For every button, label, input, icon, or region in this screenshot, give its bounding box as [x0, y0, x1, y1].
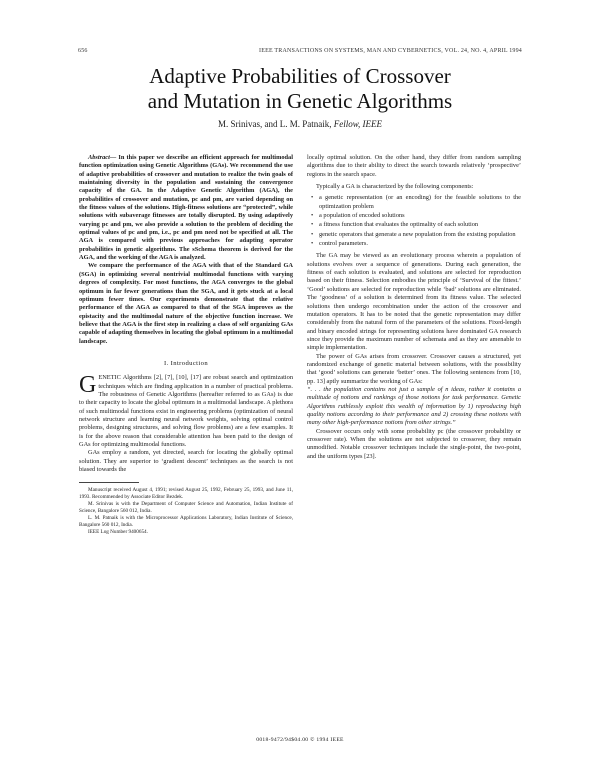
- page-number: 656: [78, 48, 88, 54]
- right-paragraph-2: Typically a GA is characterized by the following components:: [316, 183, 474, 191]
- author-line: [0, 118, 600, 130]
- list-item: • genetic operators that generate a new population from the existing population: [311, 230, 516, 238]
- right-paragraph-4: The power of GAs arises from crossover. Crossover causes a structured, yet randomized exchange of genetic material between solutions, with the possibility that ‘good’ solutions can generate ‘better’ ones. The following sentences from [10, pp. 13] aptly summarize the working of GAs:: [307, 352, 521, 385]
- quotation: “. . . the population contains not just a sample of n ideas, rather it contains a multitude of notions and rankings of those notions for task performance. Genetic Algorithms ruthlessly exploit this wealth of information by 1) reproducing high quality notions according to their performance and 2) crossing these notions with many other high-performance notions from other strings.”: [307, 385, 521, 427]
- abstract: [79, 154, 293, 346]
- author-fellow: Fellow, IEEE: [333, 119, 383, 129]
- footnote-divider: [79, 482, 139, 483]
- running-head: [78, 46, 522, 56]
- paper-title: [0, 64, 600, 114]
- intro-text-1: ENETIC Algorithms [2], [7], [10], [17] are robust search and optimization techniques which are finding application in a number of practical problems. The robustness of Genetic Algorithms (hereafter referred to as GAs) is due to their capacity to locate the global optimum in a multimodal landscape. A plethora of such multimodal functions exist in engineering problems (optimization of neural network structure and learning neural network weights, solving optimal control problems, designing structures, and solving flow problems) are a few examples. It is for the above reason that considerable attention has been paid to the design of GAs for optimizing multimodal functions.: [79, 374, 293, 448]
- intro-paragraph-2: GAs employ a random, yet directed, search for locating the globally optimal solution. They are superior to ‘gradient descent’ techniques as the search is not biased towards the: [79, 449, 293, 474]
- list-item: • control parameters.: [311, 240, 368, 248]
- list-item: • a population of encoded solutions: [311, 212, 405, 220]
- author-names: M. Srinivas, and L. M. Patnaik,: [217, 119, 332, 129]
- journal-header: IEEE TRANSACTIONS ON SYSTEMS, MAN AND CYBERNETICS, VOL. 24, NO. 4, APRIL 1994: [259, 48, 522, 54]
- right-paragraph-5: Crossover occurs only with some probability pc (the crossover probability or crossover rate). When the solutions are not subjected to crossover, they remain unmodified. Notable crossover techniques include the single-point, the two-point, and the uniform types [23].: [307, 427, 521, 460]
- copyright-identifier: 0018-9472/94$04.00 © 1994 IEEE: [256, 737, 344, 743]
- right-paragraph-1: locally optimal solution. On the other hand, they differ from random sampling algorithms due to their ability to direct the search towards relatively ‘prospective’ regions in the search space.: [307, 154, 521, 178]
- component-list: [307, 194, 521, 248]
- intro-paragraph-1: [79, 374, 293, 449]
- title-line-1: Adaptive Probabilities of Crossover: [149, 64, 451, 88]
- footnote-author-1: M. Srinivas is with the Department of Computer Science and Automation, Indian Institute of Science, Bangalore 560 012, India.: [79, 501, 293, 515]
- abstract-paragraph-2: We compare the performance of the AGA with that of the Standard GA (SGA) in optimizing several nontrivial multimodal functions with varying degrees of complexity. For most functions, the AGA converges to the global optimum in far fewer generations than the SGA, and it gets stuck at a local optimum fewer times. Our experiments demonstrate that the relative performance of the AGA as compared to that of the SGA improves as the epistacity and the multimodal nature of the objective function increase. We believe that the AGA is the first step in realizing a class of self organizing GAs capable of adapting themselves in locating the global optimum in a multimodal landscape.: [79, 262, 293, 345]
- right-paragraph-3: The GA may be viewed as an evolutionary process wherein a population of solutions evolves over a sequence of generations. During each generation, the fitness of each solution is evaluated, and solutions are selected for reproduction based on their fitness. Selection embodies the principle of ‘Survival of the fittest.’ ‘Good’ solutions are selected for reproduction while ‘bad’ solutions are eliminated. The ‘goodness’ of a solution is determined from its fitness value. The selected solutions then undergo recombination under the action of the crossover and mutation operators. It has to be noted that the genetic representation may differ considerably from the natural form of the parameters of the solutions. Fixed-length and binary encoded strings for representing solutions have dominated GA research since they provide the maximum number of schemata and as they are amenable to simple implementation.: [307, 252, 521, 352]
- abstract-text-1: In this paper we describe an efficient approach for multimodal function optimization using Genetic Algorithms (GAs). We recommend the use of adaptive probabilities of crossover and mutation to realize the twin goals of maintaining diversity in the population and sustaining the convergence capacity of the GA. In the Adaptive Genetic Algorithm (AGA), the probabilities of crossover and mutation, pc and pm, are varied depending on the fitness values of the solutions. High-fitness solutions are “protected”, while solutions with subaverage fitnesses are totally disrupted. By using adaptively varying pc and pm, we also provide a solution to the problem of deciding the optimal values of pc and pm, i.e., pc and pm need not be specified at all. The AGA is compared with previous approaches for adapting operator probabilities in genetic algorithms. The sSchema theorem is derived for the AGA, and the working of the AGA is analyzed.: [79, 154, 293, 262]
- drop-cap: G: [79, 372, 97, 399]
- footnote-ieee-log: IEEE Log Number 9400654.: [88, 528, 148, 535]
- left-column: [79, 154, 293, 536]
- right-column: [307, 154, 521, 461]
- section-heading-introduction: I. Introduction: [163, 359, 209, 367]
- footnote-author-2: L. M. Patnaik is with the Microprocessor Applications Laboratory, Indian Institute of Science, Bangalore 560 012, India.: [79, 515, 293, 528]
- list-item: • a fitness function that evaluates the optimality of each solution: [311, 221, 479, 229]
- title-line-2: and Mutation in Genetic Algorithms: [147, 89, 453, 113]
- footnote-received: Manuscript received August 4, 1991; revised August 25, 1992, February 25, 1993, and June 11, 1993. Recommended by Associate Editor Bezdek.: [79, 487, 293, 501]
- footnotes: [79, 487, 293, 535]
- abstract-paragraph-1: [79, 154, 293, 262]
- abstract-heading: Abstract—: [88, 154, 117, 161]
- list-item: • a genetic representation (or an encoding) for the feasible solutions to the optimization problem: [311, 194, 521, 210]
